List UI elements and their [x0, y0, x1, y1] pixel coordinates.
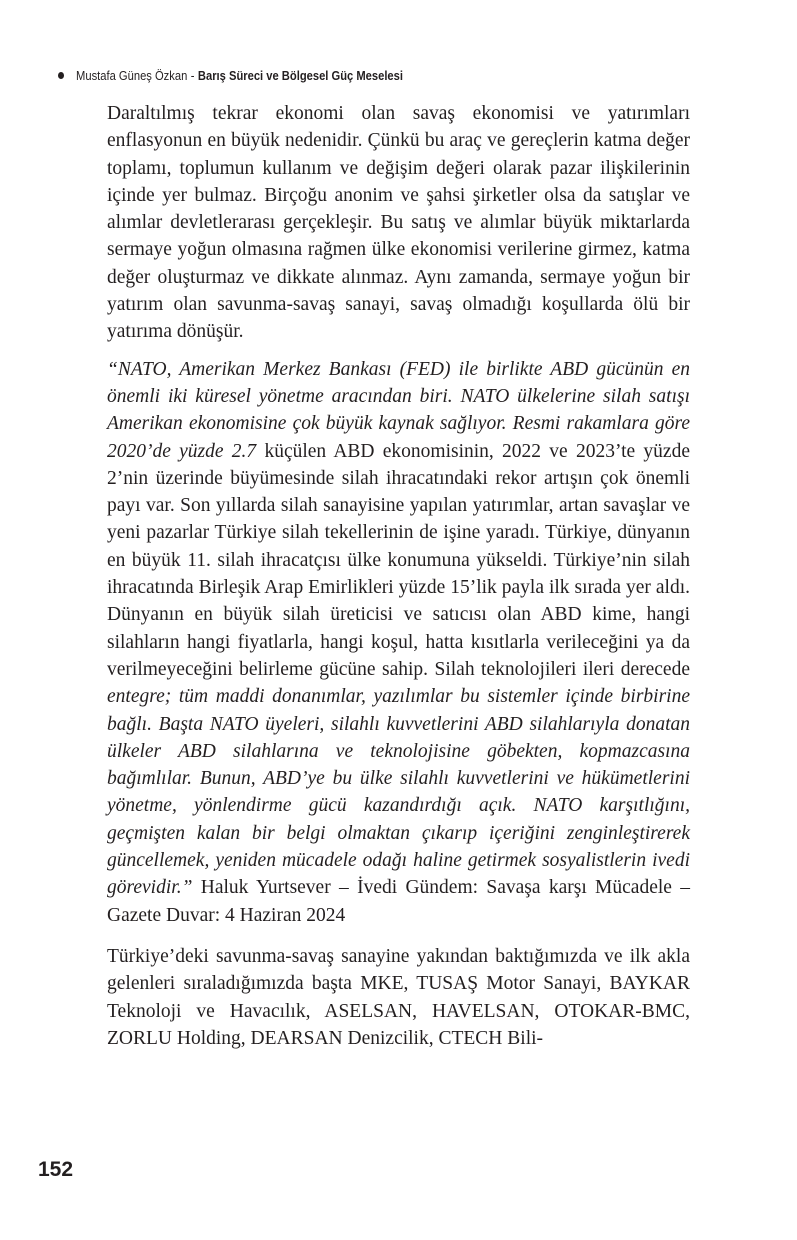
- quote-italic-1: “NATO, Amerikan Merkez Bankası (FED) ile birlikte ABD gücünün en önemli iki küresel yönetme aracından biri. NATO ülkelerine silah satışı Amerikan ekonomisine çok büyük kaynak sağlıyor. Resmi rakamlara göre 2020’de yüzde 2.7: [107, 358, 690, 462]
- quote-citation: Haluk Yurtsever – İvedi Gündem: Savaşa karşı Mücadele – Gazete Duvar: 4 Haziran 2024: [107, 877, 690, 926]
- header-author: Mustafa Güneş Özkan: [76, 67, 188, 83]
- paragraph-3: Türkiye’deki savunma-savaş sanayine yakından baktığımızda ve ilk akla gelenleri sıraladığımızda başta MKE, TUSAŞ Motor Sanayi, BAYKAR Teknoloji ve Havacılık, ASELSAN, HAVELSAN, OTOKAR-BMC, ZORLU Holding, DEARSAN Denizcilik, CTECH Bili-: [107, 945, 690, 1049]
- paragraph-1: Daraltılmış tekrar ekonomi olan savaş ekonomisi ve yatırımları enflasyonun en büyük nedenidir. Çünkü bu araç ve gereçlerin katma değer toplamı, toplumun kullanım ve değişim değeri olarak pazar ilişkilerinin içinde yer bulmaz. Birçoğu anonim ve şahsi şirketler olsa da satışlar ve alımlar devletlerarası gerçekleşir. Bu satış ve alımlar büyük miktarlarda sermaye yoğun olmasına rağmen ülke ekonomisi verilerine girmez, katma değer oluşturmaz ve dikkate alınmaz. Aynı zamanda, sermaye yoğun bir yatırım olan savunma-savaş sanayi, savaş olmadığı koşullarda ölü bir yatırıma dönüşür.: [107, 103, 690, 343]
- running-header: [58, 64, 403, 86]
- page-body: [107, 100, 690, 1052]
- header-book-title: Barış Süreci ve Bölgesel Güç Meselesi: [197, 67, 403, 83]
- page-number: 152: [38, 1158, 74, 1181]
- quote-paragraph: [107, 356, 690, 929]
- header-separator: -: [190, 67, 195, 83]
- bullet-icon: [58, 72, 64, 79]
- quote-italic-2: entegre; tüm maddi donanımlar, yazılımlar bu sistemler içinde birbirine bağlı. Başta NATO üyeleri, silahlı kuvvetlerini ABD silahlarıyla donatan ülkeler ABD silahlarına ve teknolojisine göbekten, kopmazcasına bağımlılar. Bunun, ABD’ye bu ülke silahlı kuvvetlerini ve hükümetlerini yönetme, yönlendirme gücü kazandırdığı açık. NATO karşıtlığını, geçmişten kalan bir belgi olmaktan çıkarıp içeriğini zenginleştirerek güncellemek, yeniden mücadele odağı haline getirmek sosyalistlerin ivedi görevidir.”: [107, 686, 690, 899]
- quote-normal-1: küçülen ABD ekonomisinin, 2022 ve 2023’te yüzde 2’nin üzerinde büyümesinde silah ihracatındaki rekor artışın çok önemli payı var. Son yıllarda silah sanayisine yapılan yatırımlar, artan savaşlar ve yeni pazarlar Türkiye silah tekellerinin de işine yaradı. Türkiye, dünyanın en büyük 11. silah ihracatçısı ülke konumuna yükseldi. Türkiye’nin silah ihracatında Birleşik Arap Emirlikleri yüzde 15’lik payla ilk sırada yer aldı. Dünyanın en büyük silah üreticisi ve satıcısı olan ABD kime, hangi silahların hangi fiyatlarla, hangi koşul, hatta kısıtlarla verileceğini ya da verilmeyeceğini belirleme gücüne sahip. Silah teknolojileri ileri derecede: [107, 440, 690, 680]
